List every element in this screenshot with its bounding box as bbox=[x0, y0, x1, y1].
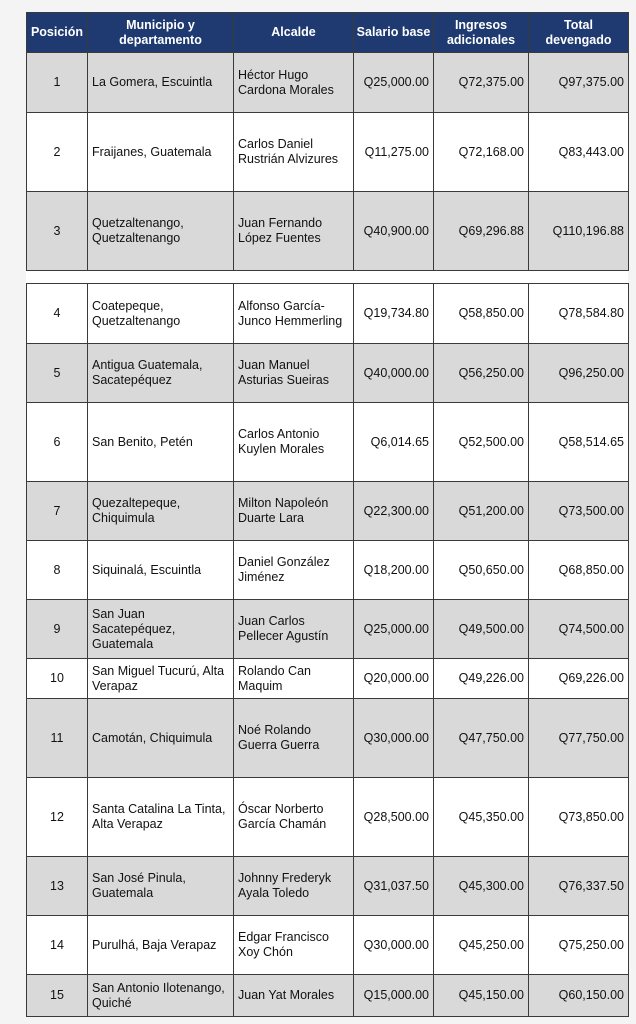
header-total: Total devengado bbox=[529, 13, 629, 53]
cell-total: Q58,514.65 bbox=[529, 403, 629, 482]
cell-posicion: 7 bbox=[27, 482, 88, 541]
table-row bbox=[27, 659, 629, 699]
cell-total: Q69,226.00 bbox=[529, 659, 629, 699]
cell-salario: Q15,000.00 bbox=[354, 975, 434, 1017]
cell-salario: Q22,300.00 bbox=[354, 482, 434, 541]
header-posicion: Posición bbox=[27, 13, 88, 53]
table-row bbox=[27, 113, 629, 192]
cell-ingresos: Q47,750.00 bbox=[434, 699, 529, 778]
cell-posicion: 9 bbox=[27, 600, 88, 659]
cell-total: Q68,850.00 bbox=[529, 541, 629, 600]
cell-municipio: Santa Catalina La Tinta, Alta Verapaz bbox=[88, 778, 234, 857]
cell-ingresos: Q45,150.00 bbox=[434, 975, 529, 1017]
cell-total: Q76,337.50 bbox=[529, 857, 629, 916]
cell-ingresos: Q45,350.00 bbox=[434, 778, 529, 857]
cell-ingresos: Q45,300.00 bbox=[434, 857, 529, 916]
cell-municipio: San Antonio Ilotenango, Quiché bbox=[88, 975, 234, 1017]
table-row bbox=[27, 192, 629, 271]
cell-municipio: Purulhá, Baja Verapaz bbox=[88, 916, 234, 975]
cell-posicion: 8 bbox=[27, 541, 88, 600]
cell-alcalde: Juan Manuel Asturias Sueiras bbox=[234, 344, 354, 403]
cell-municipio: Coatepeque, Quetzaltenango bbox=[88, 284, 234, 344]
cell-total: Q110,196.88 bbox=[529, 192, 629, 271]
cell-municipio: La Gomera, Escuintla bbox=[88, 53, 234, 113]
cell-ingresos: Q51,200.00 bbox=[434, 482, 529, 541]
cell-posicion: 6 bbox=[27, 403, 88, 482]
cell-posicion: 10 bbox=[27, 659, 88, 699]
cell-salario: Q28,500.00 bbox=[354, 778, 434, 857]
cell-posicion: 5 bbox=[27, 344, 88, 403]
cell-salario: Q25,000.00 bbox=[354, 600, 434, 659]
header-salario: Salario base bbox=[354, 13, 434, 53]
table-row bbox=[27, 916, 629, 975]
cell-ingresos: Q69,296.88 bbox=[434, 192, 529, 271]
cell-posicion: 13 bbox=[27, 857, 88, 916]
table-row bbox=[27, 699, 629, 778]
cell-ingresos: Q72,168.00 bbox=[434, 113, 529, 192]
cell-total: Q77,750.00 bbox=[529, 699, 629, 778]
cell-municipio: San Juan Sacatepéquez, Guatemala bbox=[88, 600, 234, 659]
cell-municipio: Siquinalá, Escuintla bbox=[88, 541, 234, 600]
cell-municipio: Fraijanes, Guatemala bbox=[88, 113, 234, 192]
cell-ingresos: Q45,250.00 bbox=[434, 916, 529, 975]
table-row bbox=[27, 541, 629, 600]
cell-salario: Q19,734.80 bbox=[354, 284, 434, 344]
table-row bbox=[27, 344, 629, 403]
cell-total: Q73,500.00 bbox=[529, 482, 629, 541]
cell-alcalde: Johnny Frederyk Ayala Toledo bbox=[234, 857, 354, 916]
cell-municipio: San Miguel Tucurú, Alta Verapaz bbox=[88, 659, 234, 699]
cell-posicion: 12 bbox=[27, 778, 88, 857]
cell-ingresos: Q49,500.00 bbox=[434, 600, 529, 659]
cell-ingresos: Q58,850.00 bbox=[434, 284, 529, 344]
cell-municipio: San José Pinula, Guatemala bbox=[88, 857, 234, 916]
salary-table-part-2 bbox=[26, 283, 629, 1017]
cell-alcalde: Alfonso García-Junco Hemmerling bbox=[234, 284, 354, 344]
cell-municipio: Antigua Guatemala, Sacatepéquez bbox=[88, 344, 234, 403]
cell-posicion: 4 bbox=[27, 284, 88, 344]
cell-posicion: 1 bbox=[27, 53, 88, 113]
cell-municipio: San Benito, Petén bbox=[88, 403, 234, 482]
cell-alcalde: Héctor Hugo Cardona Morales bbox=[234, 53, 354, 113]
cell-posicion: 11 bbox=[27, 699, 88, 778]
cell-total: Q75,250.00 bbox=[529, 916, 629, 975]
cell-total: Q96,250.00 bbox=[529, 344, 629, 403]
cell-alcalde: Juan Carlos Pellecer Agustín bbox=[234, 600, 354, 659]
header-alcalde: Alcalde bbox=[234, 13, 354, 53]
cell-salario: Q40,000.00 bbox=[354, 344, 434, 403]
cell-total: Q83,443.00 bbox=[529, 113, 629, 192]
cell-alcalde: Milton Napoleón Duarte Lara bbox=[234, 482, 354, 541]
cell-municipio: Camotán, Chiquimula bbox=[88, 699, 234, 778]
cell-alcalde: Noé Rolando Guerra Guerra bbox=[234, 699, 354, 778]
table-row bbox=[27, 53, 629, 113]
table-row bbox=[27, 403, 629, 482]
table-row bbox=[27, 857, 629, 916]
cell-ingresos: Q50,650.00 bbox=[434, 541, 529, 600]
cell-posicion: 3 bbox=[27, 192, 88, 271]
cell-alcalde: Carlos Antonio Kuylen Morales bbox=[234, 403, 354, 482]
table-row bbox=[27, 600, 629, 659]
table-row bbox=[27, 778, 629, 857]
cell-posicion: 15 bbox=[27, 975, 88, 1017]
cell-ingresos: Q72,375.00 bbox=[434, 53, 529, 113]
header-ingresos: Ingresos adicionales bbox=[434, 13, 529, 53]
cell-ingresos: Q56,250.00 bbox=[434, 344, 529, 403]
header-municipio: Municipio y departamento bbox=[88, 13, 234, 53]
cell-salario: Q6,014.65 bbox=[354, 403, 434, 482]
table-row bbox=[27, 482, 629, 541]
cell-ingresos: Q49,226.00 bbox=[434, 659, 529, 699]
cell-alcalde: Carlos Daniel Rustrián Alvizures bbox=[234, 113, 354, 192]
cell-alcalde: Juan Yat Morales bbox=[234, 975, 354, 1017]
table-row bbox=[27, 284, 629, 344]
table-header-row bbox=[27, 13, 629, 53]
cell-salario: Q18,200.00 bbox=[354, 541, 434, 600]
salary-table-part-1 bbox=[26, 12, 629, 271]
cell-salario: Q30,000.00 bbox=[354, 699, 434, 778]
cell-posicion: 14 bbox=[27, 916, 88, 975]
cell-alcalde: Edgar Francisco Xoy Chón bbox=[234, 916, 354, 975]
cell-posicion: 2 bbox=[27, 113, 88, 192]
cell-total: Q73,850.00 bbox=[529, 778, 629, 857]
table-row bbox=[27, 975, 629, 1017]
cell-alcalde: Daniel González Jiménez bbox=[234, 541, 354, 600]
cell-alcalde: Óscar Norberto García Chamán bbox=[234, 778, 354, 857]
cell-salario: Q31,037.50 bbox=[354, 857, 434, 916]
cell-alcalde: Juan Fernando López Fuentes bbox=[234, 192, 354, 271]
cell-municipio: Quezaltepeque, Chiquimula bbox=[88, 482, 234, 541]
cell-salario: Q25,000.00 bbox=[354, 53, 434, 113]
cell-total: Q78,584.80 bbox=[529, 284, 629, 344]
cell-salario: Q20,000.00 bbox=[354, 659, 434, 699]
cell-total: Q97,375.00 bbox=[529, 53, 629, 113]
cell-total: Q74,500.00 bbox=[529, 600, 629, 659]
cell-alcalde: Rolando Can Maquim bbox=[234, 659, 354, 699]
cell-salario: Q40,900.00 bbox=[354, 192, 434, 271]
cell-total: Q60,150.00 bbox=[529, 975, 629, 1017]
cell-salario: Q11,275.00 bbox=[354, 113, 434, 192]
cell-municipio: Quetzaltenango, Quetzaltenango bbox=[88, 192, 234, 271]
cell-ingresos: Q52,500.00 bbox=[434, 403, 529, 482]
cell-salario: Q30,000.00 bbox=[354, 916, 434, 975]
